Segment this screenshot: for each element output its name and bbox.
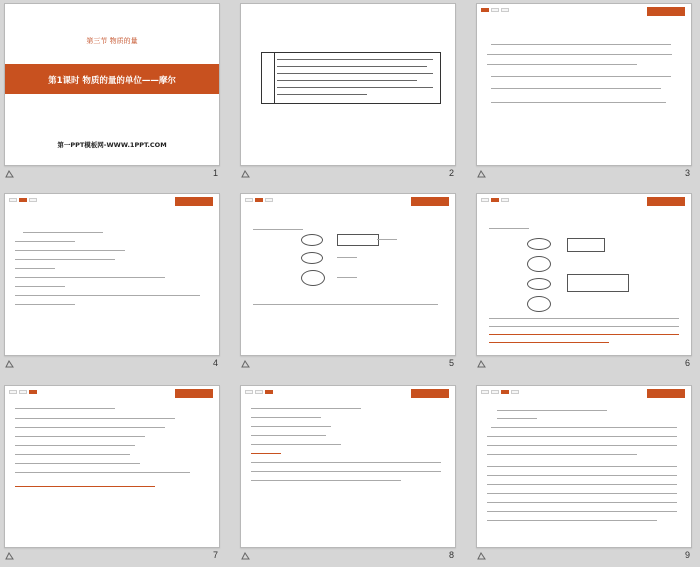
slide-thumbnail-9[interactable] [476, 385, 692, 548]
corner-badge [411, 389, 449, 398]
corner-badge [175, 389, 213, 398]
slide-number: 6 [684, 358, 690, 368]
slide-thumbnail-2[interactable] [240, 3, 456, 166]
slide-thumbnail-5[interactable] [240, 193, 456, 356]
slide-transition-icon[interactable] [5, 552, 14, 560]
slide-transition-icon[interactable] [5, 170, 14, 178]
slide-cell-3[interactable] [472, 0, 696, 185]
slide-cell-4[interactable] [0, 190, 224, 375]
corner-badge [647, 197, 685, 206]
slide-thumbnail-1[interactable] [4, 3, 220, 166]
slide-cell-8[interactable] [236, 382, 460, 567]
corner-badge [175, 197, 213, 206]
slide-transition-icon[interactable] [477, 170, 486, 178]
slide-cell-2[interactable] [236, 0, 460, 185]
slide-number: 7 [212, 550, 218, 560]
corner-badge [647, 7, 685, 16]
slide-thumbnail-7[interactable] [4, 385, 220, 548]
slide-cell-7[interactable] [0, 382, 224, 567]
slide-transition-icon[interactable] [477, 360, 486, 368]
objectives-label-box [261, 52, 275, 104]
slide-number: 5 [448, 358, 454, 368]
corner-badge [647, 389, 685, 398]
slide-thumbnail-3[interactable] [476, 3, 692, 166]
slide-cell-5[interactable] [236, 190, 460, 375]
slide-transition-icon[interactable] [241, 360, 250, 368]
corner-badge [411, 197, 449, 206]
slide-thumbnail-4[interactable] [4, 193, 220, 356]
slide-transition-icon[interactable] [241, 170, 250, 178]
slide-transition-icon[interactable] [477, 552, 486, 560]
chapter-title: 第三节 物质的量 [86, 37, 138, 45]
website-credit: 第一PPT模板网-WWW.1PPT.COM [57, 141, 167, 149]
slide-number: 9 [684, 550, 690, 560]
slide-thumbnail-6[interactable] [476, 193, 692, 356]
slide-cell-1[interactable] [0, 0, 224, 185]
slide-number: 8 [448, 550, 454, 560]
slide-transition-icon[interactable] [241, 552, 250, 560]
slide-thumbnail-8[interactable] [240, 385, 456, 548]
slide-cell-9[interactable] [472, 382, 696, 567]
slide-number: 4 [212, 358, 218, 368]
slide-number: 2 [448, 168, 454, 178]
slide-cell-6[interactable] [472, 190, 696, 375]
slide-number: 3 [684, 168, 690, 178]
slide-transition-icon[interactable] [5, 360, 14, 368]
lesson-title: 第1课时 物质的量的单位——摩尔 [48, 76, 176, 86]
slide-number: 1 [212, 168, 218, 178]
